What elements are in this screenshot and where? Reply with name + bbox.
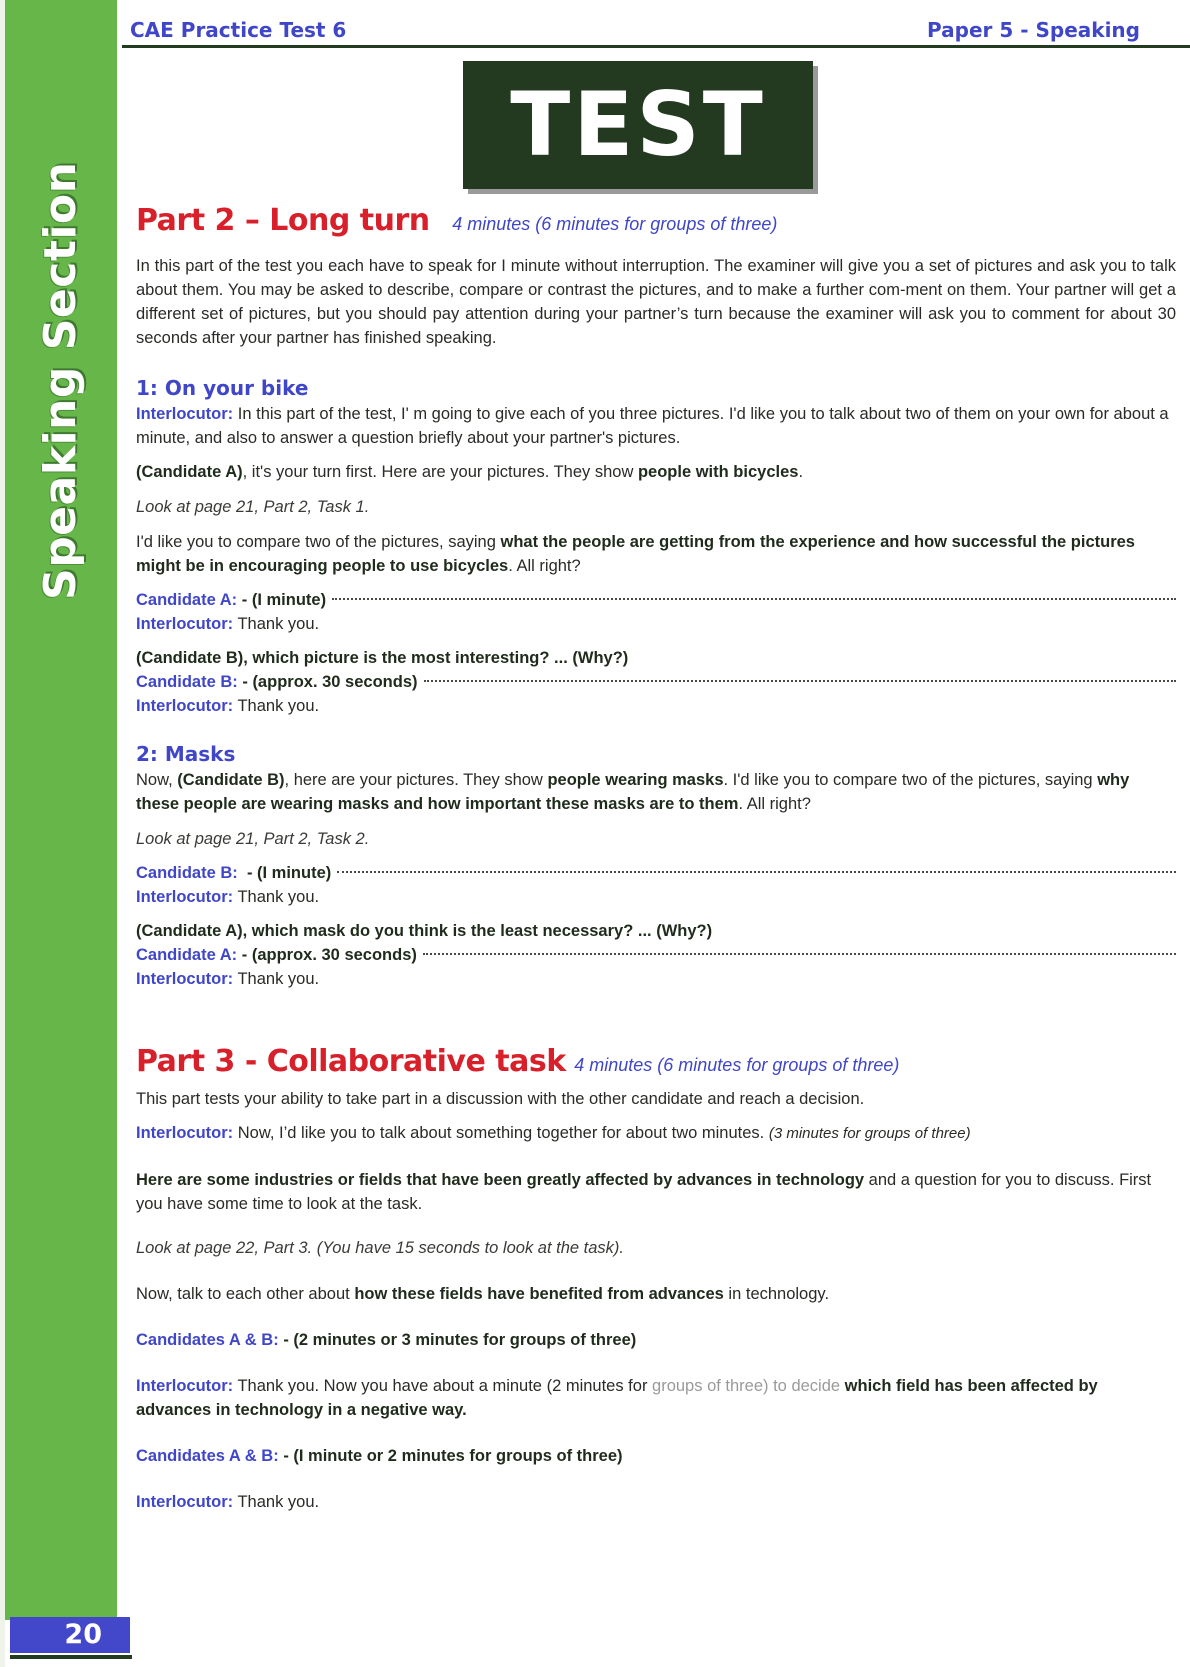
task-question: which field has been affected by advances in technology in a negative way. (136, 1377, 1098, 1419)
turn-duration: - (I minute) (241, 591, 327, 609)
speaker-label: Interlocutor: (136, 970, 234, 988)
dotted-leader (332, 597, 1176, 600)
task1-candidate-a-prompt (136, 460, 1176, 484)
speaker-label: Interlocutor: (136, 1377, 234, 1395)
part3-candidates-turn-1 (136, 1328, 1176, 1352)
task-question: what the people are getting from the experience and how successful the pictures might be in encouraging people to use bicycles (136, 533, 1135, 575)
speech-text: and a question for you to discuss. First you have some time to look at the task. (136, 1171, 1152, 1213)
page-number-rule (10, 1655, 132, 1659)
task2-candidate-b-turn (136, 861, 1176, 885)
task2-title: 2: Masks (136, 742, 236, 766)
part3-interlocutor-intro (136, 1121, 1176, 1146)
task1-title: 1: On your bike (136, 376, 309, 400)
part3-heading (136, 1043, 1176, 1085)
task-topic: Here are some industries or fields that have been greatly affected by advances in technology (136, 1171, 865, 1189)
part2-title: Part 2 – Long turn (136, 203, 430, 238)
part3-title: Part 3 - Collaborative task (136, 1044, 566, 1079)
task1-candidate-b-turn (136, 670, 1176, 694)
page-number: 20 (10, 1617, 130, 1653)
task1-thanks-2 (136, 694, 1176, 718)
part3-thanks (136, 1490, 1176, 1514)
part3-task-description (136, 1168, 1176, 1216)
speaker-label: Candidates A & B: (136, 1331, 279, 1349)
task1-thanks (136, 612, 1176, 636)
task1-compare-prompt (136, 530, 1176, 578)
speaker-label: Interlocutor: (136, 888, 234, 906)
turn-duration: - (2 minutes or 3 minutes for groups of three) (283, 1331, 637, 1349)
candidate-ref: (Candidate B) (177, 771, 285, 789)
dotted-leader (337, 870, 1176, 873)
speech-text: Thank you. (237, 697, 320, 715)
task2-candidate-a-question (136, 919, 1176, 943)
task1-interlocutor-intro (136, 402, 1176, 450)
speaker-label: Candidate A: (136, 946, 238, 964)
speech-text: Thank you. (237, 1493, 320, 1511)
speaker-label: Interlocutor: (136, 405, 234, 423)
speaker-label: Interlocutor: (136, 1493, 234, 1511)
speech-text: Now, I’d like you to talk about something together for about two minutes. (237, 1124, 765, 1142)
speaker-label: Candidate A: (136, 591, 238, 609)
timing-note: (3 minutes for groups of three) (768, 1125, 971, 1142)
speech-text: . All right? (508, 557, 581, 575)
speech-text: In this part of the test, I' m going to give each of you three pictures. I'd like you to talk about two of them on your own for about a minute, and also to answer a question briefly about your partner's pictures. (136, 405, 1169, 447)
topic-text: people wearing masks (547, 771, 724, 789)
speech-text: , here are your pictures. They show (284, 771, 548, 789)
speech-text: Now, (136, 771, 178, 789)
speech-text: Thank you. (237, 888, 320, 906)
candidate-ref: (Candidate A) (136, 922, 243, 940)
part2-intro: In this part of the test you each have to speak for I minute without interruption. The examiner will give you a set of pictures and ask you to talk about them. You may be asked to describe, compare or contrast the pictures, and to make a further com-ment on them. Your partner will get a different set of pictures, but you should pay attention during your partner’s turn because the examiner will ask you to comment for about 30 seconds after your partner has finished speaking. (136, 257, 1176, 347)
speaker-label: Candidate B: (136, 864, 238, 882)
speech-text: . All right? (738, 795, 811, 813)
speech-text: Thank you. (237, 970, 320, 988)
part2-heading (136, 202, 1176, 244)
turn-duration: - (I minute or 2 minutes for groups of three) (283, 1447, 623, 1465)
sidebar-section-title: Speaking Section (35, 161, 86, 600)
speech-text: Now, talk to each other about (136, 1285, 355, 1303)
turn-duration: - (approx. 30 seconds) (241, 946, 417, 964)
part2-timing: 4 minutes (6 minutes for groups of three) (452, 214, 778, 234)
speaker-label: Candidate B: (136, 673, 238, 691)
task1-look-instruction: Look at page 21, Part 2, Task 1. (136, 498, 370, 516)
speech-text: I'd like you to compare two of the pictures, saying (136, 533, 501, 551)
faded-text: groups of three) to decide (652, 1377, 841, 1395)
task1-candidate-b-question (136, 646, 1176, 670)
speaker-label: Interlocutor: (136, 1124, 234, 1142)
part3-intro: This part tests your ability to take part in a discussion with the other candidate and reach a decision. (136, 1090, 865, 1108)
test-banner: TEST 6 (463, 61, 813, 189)
part3-discussion-prompt (136, 1282, 1176, 1306)
task2-thanks-2 (136, 967, 1176, 991)
header-paper-title: Paper 5 - Speaking (927, 18, 1140, 42)
part3-candidates-turn-2 (136, 1444, 1176, 1468)
task2-candidate-a-turn (136, 943, 1176, 967)
dotted-leader (424, 679, 1177, 682)
part3-look-instruction: Look at page 22, Part 3. (You have 15 seconds to look at the task). (136, 1239, 624, 1257)
speech-text: Thank you. Now you have about a minute (2 minutes for (237, 1377, 653, 1395)
speech-text: Thank you. (237, 615, 320, 633)
main-content (136, 200, 1176, 1514)
speech-text: . I'd like you to compare two of the pictures, saying (723, 771, 1098, 789)
topic-text: people with bicycles (637, 463, 799, 481)
speech-text: , it's your turn first. Here are your pictures. They show (242, 463, 638, 481)
part3-timing: 4 minutes (6 minutes for groups of three) (574, 1055, 900, 1075)
punctuation: . (798, 463, 804, 481)
speaker-label: Interlocutor: (136, 615, 234, 633)
header-test-title: CAE Practice Test 6 (130, 18, 347, 42)
speaker-label: Interlocutor: (136, 697, 234, 715)
turn-duration: - (approx. 30 seconds) (242, 673, 418, 691)
speaker-label: Candidates A & B: (136, 1447, 279, 1465)
task2-look-instruction: Look at page 21, Part 2, Task 2. (136, 830, 370, 848)
follow-up-question: , which picture is the most interesting? ... (Why?) (243, 649, 629, 667)
header-divider (122, 45, 1190, 48)
task-question: how these fields have benefited from advances (354, 1285, 724, 1303)
candidate-ref: (Candidate A) (136, 463, 243, 481)
task1-candidate-a-turn (136, 588, 1176, 612)
task2-thanks (136, 885, 1176, 909)
task-question: why these people are wearing masks and how important these masks are to them (136, 771, 1130, 813)
follow-up-question: , which mask do you think is the least necessary? ... (Why?) (242, 922, 713, 940)
candidate-ref: (Candidate B) (136, 649, 244, 667)
task2-prompt (136, 768, 1176, 816)
part3-decision-prompt (136, 1374, 1176, 1422)
speech-text: in technology. (723, 1285, 830, 1303)
turn-duration: - (I minute) (246, 864, 332, 882)
dotted-leader (423, 952, 1176, 955)
